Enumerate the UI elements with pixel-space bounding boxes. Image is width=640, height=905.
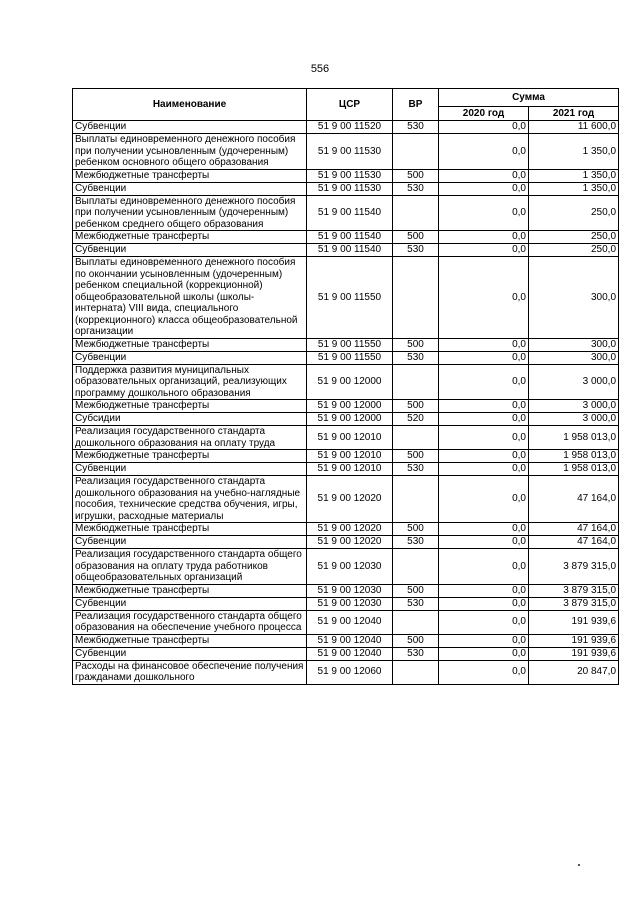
header-year-2021: 2021 год bbox=[529, 107, 619, 121]
row-2020-cell: 0,0 bbox=[439, 134, 529, 170]
row-vr-cell: 500 bbox=[393, 231, 439, 244]
row-2021-cell: 300,0 bbox=[529, 351, 619, 364]
row-2020-cell: 0,0 bbox=[439, 244, 529, 257]
row-vr-cell: 530 bbox=[393, 121, 439, 134]
row-csr-cell: 51 9 00 12030 bbox=[307, 597, 393, 610]
row-csr-cell: 51 9 00 11550 bbox=[307, 257, 393, 339]
table-row bbox=[73, 338, 619, 351]
row-vr-cell bbox=[393, 257, 439, 339]
row-name-cell: Реализация государственного стандарта общего образования на обеспечение учебного процесса bbox=[73, 610, 307, 634]
header-vr: ВР bbox=[393, 89, 439, 121]
row-name-cell: Поддержка развития муниципальных образовательных организаций, реализующих программу дошкольного образования bbox=[73, 364, 307, 400]
row-2021-cell: 250,0 bbox=[529, 195, 619, 231]
row-vr-cell bbox=[393, 195, 439, 231]
row-2020-cell: 0,0 bbox=[439, 169, 529, 182]
row-csr-cell: 51 9 00 12000 bbox=[307, 413, 393, 426]
row-csr-cell: 51 9 00 11540 bbox=[307, 231, 393, 244]
row-vr-cell: 500 bbox=[393, 584, 439, 597]
table-row bbox=[73, 426, 619, 450]
row-name-cell: Реализация государственного стандарта общего образования на оплату труда работников общеобразовательных организаций bbox=[73, 549, 307, 585]
row-csr-cell: 51 9 00 11530 bbox=[307, 182, 393, 195]
row-name-cell: Реализация государственного стандарта дошкольного образования на учебно-наглядные пособия, технические средства обучения, игры, игрушки, расходные материалы bbox=[73, 476, 307, 523]
table-row bbox=[73, 647, 619, 660]
row-2021-cell: 191 939,6 bbox=[529, 610, 619, 634]
header-year-2020: 2020 год bbox=[439, 107, 529, 121]
row-2020-cell: 0,0 bbox=[439, 413, 529, 426]
header-csr: ЦСР bbox=[307, 89, 393, 121]
row-2020-cell: 0,0 bbox=[439, 536, 529, 549]
row-2020-cell: 0,0 bbox=[439, 597, 529, 610]
row-vr-cell bbox=[393, 426, 439, 450]
row-csr-cell: 51 9 00 12030 bbox=[307, 549, 393, 585]
row-name-cell: Межбюджетные трансферты bbox=[73, 169, 307, 182]
row-name-cell: Субвенции bbox=[73, 182, 307, 195]
row-vr-cell: 530 bbox=[393, 536, 439, 549]
table-row bbox=[73, 610, 619, 634]
row-2020-cell: 0,0 bbox=[439, 660, 529, 684]
table-row bbox=[73, 549, 619, 585]
table-row bbox=[73, 476, 619, 523]
row-csr-cell: 51 9 00 12040 bbox=[307, 610, 393, 634]
row-vr-cell: 500 bbox=[393, 634, 439, 647]
table-body bbox=[73, 121, 619, 685]
row-2020-cell: 0,0 bbox=[439, 523, 529, 536]
row-vr-cell: 530 bbox=[393, 463, 439, 476]
row-2020-cell: 0,0 bbox=[439, 634, 529, 647]
row-name-cell: Межбюджетные трансферты bbox=[73, 338, 307, 351]
row-2020-cell: 0,0 bbox=[439, 182, 529, 195]
table-row bbox=[73, 134, 619, 170]
row-2020-cell: 0,0 bbox=[439, 121, 529, 134]
row-vr-cell bbox=[393, 549, 439, 585]
row-2020-cell: 0,0 bbox=[439, 476, 529, 523]
row-2021-cell: 47 164,0 bbox=[529, 476, 619, 523]
table-row bbox=[73, 450, 619, 463]
row-vr-cell: 530 bbox=[393, 597, 439, 610]
row-csr-cell: 51 9 00 12040 bbox=[307, 634, 393, 647]
row-2021-cell: 1 350,0 bbox=[529, 182, 619, 195]
row-2021-cell: 191 939,6 bbox=[529, 647, 619, 660]
row-csr-cell: 51 9 00 12040 bbox=[307, 647, 393, 660]
row-csr-cell: 51 9 00 11530 bbox=[307, 134, 393, 170]
budget-table bbox=[72, 88, 619, 685]
row-name-cell: Выплаты единовременного денежного пособия по окончании усыновленным (удочеренным) ребенком специальной (коррекционной) общеобразовательной школы (школы-интерната) VIII вида, специального (коррекционного) класса общеобразовательной организации bbox=[73, 257, 307, 339]
row-2020-cell: 0,0 bbox=[439, 426, 529, 450]
row-csr-cell: 51 9 00 12010 bbox=[307, 426, 393, 450]
row-csr-cell: 51 9 00 12060 bbox=[307, 660, 393, 684]
row-vr-cell: 500 bbox=[393, 523, 439, 536]
row-csr-cell: 51 9 00 12020 bbox=[307, 476, 393, 523]
row-2021-cell: 1 958 013,0 bbox=[529, 450, 619, 463]
row-2020-cell: 0,0 bbox=[439, 450, 529, 463]
row-2021-cell: 3 879 315,0 bbox=[529, 584, 619, 597]
header-name: Наименование bbox=[73, 89, 307, 121]
row-name-cell: Межбюджетные трансферты bbox=[73, 584, 307, 597]
row-csr-cell: 51 9 00 11530 bbox=[307, 169, 393, 182]
table-row bbox=[73, 634, 619, 647]
row-name-cell: Межбюджетные трансферты bbox=[73, 231, 307, 244]
row-name-cell: Субвенции bbox=[73, 351, 307, 364]
row-name-cell: Субвенции bbox=[73, 647, 307, 660]
table-row bbox=[73, 584, 619, 597]
table-row bbox=[73, 257, 619, 339]
row-2020-cell: 0,0 bbox=[439, 400, 529, 413]
row-name-cell: Реализация государственного стандарта дошкольного образования на оплату труда bbox=[73, 426, 307, 450]
row-csr-cell: 51 9 00 12000 bbox=[307, 364, 393, 400]
row-name-cell: Межбюджетные трансферты bbox=[73, 634, 307, 647]
table-row bbox=[73, 523, 619, 536]
row-name-cell: Выплаты единовременного денежного пособия при получении усыновленным (удочеренным) ребенком основного общего образования bbox=[73, 134, 307, 170]
row-vr-cell bbox=[393, 134, 439, 170]
scan-mark bbox=[578, 864, 580, 866]
table-row bbox=[73, 463, 619, 476]
row-2021-cell: 300,0 bbox=[529, 257, 619, 339]
row-vr-cell: 500 bbox=[393, 338, 439, 351]
row-2021-cell: 3 879 315,0 bbox=[529, 597, 619, 610]
page-number: 556 bbox=[310, 63, 330, 75]
row-name-cell: Расходы на финансовое обеспечение получения гражданами дошкольного bbox=[73, 660, 307, 684]
row-2020-cell: 0,0 bbox=[439, 584, 529, 597]
row-csr-cell: 51 9 00 12020 bbox=[307, 523, 393, 536]
table-row bbox=[73, 597, 619, 610]
row-vr-cell: 530 bbox=[393, 351, 439, 364]
row-2021-cell: 250,0 bbox=[529, 244, 619, 257]
row-csr-cell: 51 9 00 12010 bbox=[307, 450, 393, 463]
table-row bbox=[73, 536, 619, 549]
table-row bbox=[73, 413, 619, 426]
row-2021-cell: 3 000,0 bbox=[529, 364, 619, 400]
row-vr-cell: 500 bbox=[393, 450, 439, 463]
row-2021-cell: 1 350,0 bbox=[529, 169, 619, 182]
row-2021-cell: 1 958 013,0 bbox=[529, 426, 619, 450]
header-sum: Сумма bbox=[439, 89, 619, 107]
row-2021-cell: 250,0 bbox=[529, 231, 619, 244]
row-name-cell: Субвенции bbox=[73, 597, 307, 610]
row-csr-cell: 51 9 00 11550 bbox=[307, 351, 393, 364]
row-2021-cell: 11 600,0 bbox=[529, 121, 619, 134]
row-csr-cell: 51 9 00 11520 bbox=[307, 121, 393, 134]
row-vr-cell: 520 bbox=[393, 413, 439, 426]
row-2020-cell: 0,0 bbox=[439, 549, 529, 585]
table-row bbox=[73, 121, 619, 134]
row-name-cell: Субсидии bbox=[73, 413, 307, 426]
row-2021-cell: 1 350,0 bbox=[529, 134, 619, 170]
row-2020-cell: 0,0 bbox=[439, 463, 529, 476]
row-vr-cell: 530 bbox=[393, 647, 439, 660]
row-2021-cell: 47 164,0 bbox=[529, 536, 619, 549]
row-csr-cell: 51 9 00 12010 bbox=[307, 463, 393, 476]
row-csr-cell: 51 9 00 11540 bbox=[307, 244, 393, 257]
table-row bbox=[73, 231, 619, 244]
row-2021-cell: 3 000,0 bbox=[529, 413, 619, 426]
row-2021-cell: 1 958 013,0 bbox=[529, 463, 619, 476]
row-csr-cell: 51 9 00 11540 bbox=[307, 195, 393, 231]
row-name-cell: Выплаты единовременного денежного пособия при получении усыновленным (удочеренным) ребенком среднего общего образования bbox=[73, 195, 307, 231]
row-2021-cell: 3 879 315,0 bbox=[529, 549, 619, 585]
row-csr-cell: 51 9 00 11550 bbox=[307, 338, 393, 351]
table-row bbox=[73, 182, 619, 195]
row-2020-cell: 0,0 bbox=[439, 351, 529, 364]
row-2021-cell: 3 000,0 bbox=[529, 400, 619, 413]
row-name-cell: Субвенции bbox=[73, 536, 307, 549]
table-row bbox=[73, 351, 619, 364]
row-2020-cell: 0,0 bbox=[439, 231, 529, 244]
table-row bbox=[73, 169, 619, 182]
row-name-cell: Субвенции bbox=[73, 121, 307, 134]
row-2021-cell: 300,0 bbox=[529, 338, 619, 351]
row-2020-cell: 0,0 bbox=[439, 257, 529, 339]
row-2020-cell: 0,0 bbox=[439, 647, 529, 660]
row-vr-cell: 530 bbox=[393, 182, 439, 195]
row-name-cell: Межбюджетные трансферты bbox=[73, 400, 307, 413]
table-row bbox=[73, 400, 619, 413]
row-2021-cell: 47 164,0 bbox=[529, 523, 619, 536]
row-vr-cell bbox=[393, 610, 439, 634]
row-2020-cell: 0,0 bbox=[439, 338, 529, 351]
row-2021-cell: 191 939,6 bbox=[529, 634, 619, 647]
row-vr-cell bbox=[393, 364, 439, 400]
row-2020-cell: 0,0 bbox=[439, 364, 529, 400]
row-csr-cell: 51 9 00 12000 bbox=[307, 400, 393, 413]
row-vr-cell bbox=[393, 660, 439, 684]
table-row bbox=[73, 660, 619, 684]
row-name-cell: Субвенции bbox=[73, 463, 307, 476]
row-2020-cell: 0,0 bbox=[439, 195, 529, 231]
table-row bbox=[73, 195, 619, 231]
table-row bbox=[73, 244, 619, 257]
row-vr-cell: 530 bbox=[393, 244, 439, 257]
row-vr-cell bbox=[393, 476, 439, 523]
row-2021-cell: 20 847,0 bbox=[529, 660, 619, 684]
row-name-cell: Субвенции bbox=[73, 244, 307, 257]
row-vr-cell: 500 bbox=[393, 400, 439, 413]
row-csr-cell: 51 9 00 12020 bbox=[307, 536, 393, 549]
row-vr-cell: 500 bbox=[393, 169, 439, 182]
row-name-cell: Межбюджетные трансферты bbox=[73, 523, 307, 536]
row-csr-cell: 51 9 00 12030 bbox=[307, 584, 393, 597]
row-name-cell: Межбюджетные трансферты bbox=[73, 450, 307, 463]
row-2020-cell: 0,0 bbox=[439, 610, 529, 634]
table-row bbox=[73, 364, 619, 400]
